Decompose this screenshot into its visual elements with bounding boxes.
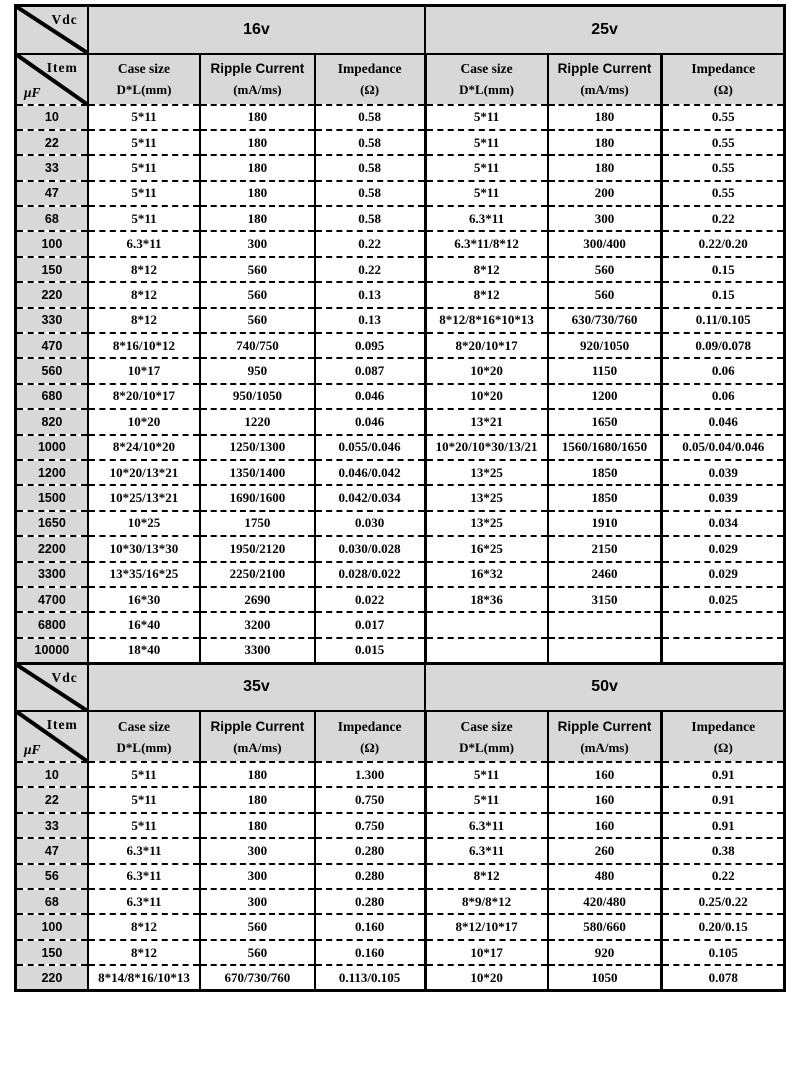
data-cell: 5*11 bbox=[425, 105, 547, 130]
data-cell: 2150 bbox=[548, 536, 662, 561]
data-cell: 740/750 bbox=[200, 333, 314, 358]
spec-table-16v-25v bbox=[14, 4, 786, 665]
table-row bbox=[16, 813, 785, 838]
data-cell: 0.030 bbox=[315, 511, 425, 536]
item-label: Item bbox=[46, 59, 78, 75]
header-case-size-right: Case size D*L(mm) bbox=[425, 54, 547, 105]
data-cell: 180 bbox=[200, 813, 314, 838]
data-cell: 300 bbox=[200, 889, 314, 914]
column-header-row bbox=[16, 54, 785, 105]
item-uf-value: 1200 bbox=[16, 460, 88, 485]
table-row bbox=[16, 130, 785, 155]
data-cell: 0.022 bbox=[315, 587, 425, 612]
data-cell: 5*11 bbox=[425, 130, 547, 155]
data-cell: 13*35/16*25 bbox=[88, 562, 200, 587]
table-row bbox=[16, 838, 785, 863]
table-row bbox=[16, 181, 785, 206]
data-cell: 18*40 bbox=[88, 638, 200, 663]
data-cell: 8*12 bbox=[88, 914, 200, 939]
data-cell: 920/1050 bbox=[548, 333, 662, 358]
data-cell: 10*20/13*21 bbox=[88, 460, 200, 485]
item-uf-value: 68 bbox=[16, 889, 88, 914]
item-uf-value: 22 bbox=[16, 787, 88, 812]
data-cell: 1220 bbox=[200, 409, 314, 434]
data-cell: 920 bbox=[548, 940, 662, 965]
item-uf-value: 3300 bbox=[16, 562, 88, 587]
data-cell: 1850 bbox=[548, 460, 662, 485]
table-body-35v-50v bbox=[16, 762, 785, 991]
microfarad-label: μF bbox=[24, 742, 41, 758]
data-cell: 260 bbox=[548, 838, 662, 863]
data-cell: 0.055/0.046 bbox=[315, 435, 425, 460]
header-case-size-right: Case size D*L(mm) bbox=[425, 711, 547, 762]
data-cell: 300 bbox=[548, 206, 662, 231]
table-row bbox=[16, 384, 785, 409]
item-uf-value: 56 bbox=[16, 864, 88, 889]
data-cell: 0.55 bbox=[662, 105, 785, 130]
data-cell: 10*17 bbox=[88, 358, 200, 383]
data-cell: 0.042/0.034 bbox=[315, 485, 425, 510]
data-cell: 0.046/0.042 bbox=[315, 460, 425, 485]
item-uf-value: 6800 bbox=[16, 612, 88, 637]
item-uf-value: 100 bbox=[16, 914, 88, 939]
item-uf-value: 820 bbox=[16, 409, 88, 434]
data-cell: 8*12/10*17 bbox=[425, 914, 547, 939]
data-cell: 1200 bbox=[548, 384, 662, 409]
data-cell: 0.078 bbox=[662, 965, 785, 990]
vdc-diagonal-cell bbox=[16, 663, 88, 711]
data-cell: 5*11 bbox=[88, 762, 200, 787]
data-cell: 480 bbox=[548, 864, 662, 889]
table-row bbox=[16, 358, 785, 383]
data-cell: 180 bbox=[200, 181, 314, 206]
table-row bbox=[16, 485, 785, 510]
header-impedance-left: Impedance (Ω) bbox=[315, 54, 425, 105]
data-cell: 1560/1680/1650 bbox=[548, 435, 662, 460]
data-cell: 180 bbox=[548, 130, 662, 155]
data-cell: 8*9/8*12 bbox=[425, 889, 547, 914]
data-cell: 950 bbox=[200, 358, 314, 383]
data-cell: 950/1050 bbox=[200, 384, 314, 409]
data-cell: 0.017 bbox=[315, 612, 425, 637]
data-cell: 5*11 bbox=[425, 155, 547, 180]
data-cell: 8*24/10*20 bbox=[88, 435, 200, 460]
data-cell: 560 bbox=[200, 914, 314, 939]
data-cell bbox=[548, 638, 662, 663]
data-cell: 13*25 bbox=[425, 460, 547, 485]
data-cell: 1950/2120 bbox=[200, 536, 314, 561]
data-cell: 18*36 bbox=[425, 587, 547, 612]
item-uf-value: 1650 bbox=[16, 511, 88, 536]
data-cell: 10*20 bbox=[425, 965, 547, 990]
header-ripple-current-left: Ripple Current (mA/ms) bbox=[200, 711, 314, 762]
data-cell: 0.20/0.15 bbox=[662, 914, 785, 939]
data-cell: 300 bbox=[200, 231, 314, 256]
table-row bbox=[16, 282, 785, 307]
voltage-group-right bbox=[425, 6, 784, 54]
data-cell: 180 bbox=[548, 155, 662, 180]
data-cell: 180 bbox=[548, 105, 662, 130]
table-row bbox=[16, 308, 785, 333]
data-cell: 1750 bbox=[200, 511, 314, 536]
data-cell: 10*20 bbox=[88, 409, 200, 434]
data-cell: 16*32 bbox=[425, 562, 547, 587]
data-cell: 560 bbox=[548, 282, 662, 307]
item-uf-value: 220 bbox=[16, 965, 88, 990]
item-uf-value: 10 bbox=[16, 105, 88, 130]
data-cell: 3150 bbox=[548, 587, 662, 612]
data-cell: 0.029 bbox=[662, 536, 785, 561]
data-cell: 8*12 bbox=[88, 940, 200, 965]
data-cell: 560 bbox=[200, 257, 314, 282]
header-case-size-left: Case size D*L(mm) bbox=[88, 711, 200, 762]
data-cell: 0.015 bbox=[315, 638, 425, 663]
table-row bbox=[16, 333, 785, 358]
header-ripple-current-right: Ripple Current (mA/ms) bbox=[548, 54, 662, 105]
data-cell: 10*17 bbox=[425, 940, 547, 965]
data-cell: 2250/2100 bbox=[200, 562, 314, 587]
data-cell: 8*12/8*16*10*13 bbox=[425, 308, 547, 333]
data-cell: 0.280 bbox=[315, 838, 425, 863]
data-cell: 3300 bbox=[200, 638, 314, 663]
voltage-header-row bbox=[16, 6, 785, 54]
item-uf-value: 47 bbox=[16, 181, 88, 206]
data-cell bbox=[662, 612, 785, 637]
data-cell: 0.046 bbox=[662, 409, 785, 434]
item-label: Item bbox=[46, 717, 78, 733]
data-cell: 6.3*11 bbox=[425, 813, 547, 838]
data-cell: 0.034 bbox=[662, 511, 785, 536]
data-cell: 1350/1400 bbox=[200, 460, 314, 485]
data-cell: 180 bbox=[200, 762, 314, 787]
data-cell: 1690/1600 bbox=[200, 485, 314, 510]
data-cell: 0.05/0.04/0.046 bbox=[662, 435, 785, 460]
item-uf-diagonal-cell bbox=[16, 711, 88, 762]
data-cell: 0.22/0.20 bbox=[662, 231, 785, 256]
table-body-16v-25v bbox=[16, 105, 785, 664]
item-uf-value: 1500 bbox=[16, 485, 88, 510]
data-cell: 6.3*11/8*12 bbox=[425, 231, 547, 256]
table-row bbox=[16, 864, 785, 889]
data-cell: 0.15 bbox=[662, 282, 785, 307]
data-cell: 8*12 bbox=[425, 864, 547, 889]
item-uf-value: 33 bbox=[16, 813, 88, 838]
item-uf-value: 100 bbox=[16, 231, 88, 256]
item-uf-value: 150 bbox=[16, 257, 88, 282]
data-cell: 0.58 bbox=[315, 206, 425, 231]
microfarad-label: μF bbox=[24, 84, 41, 100]
table-row bbox=[16, 587, 785, 612]
data-cell: 0.09/0.078 bbox=[662, 333, 785, 358]
item-uf-value: 2200 bbox=[16, 536, 88, 561]
data-cell: 0.105 bbox=[662, 940, 785, 965]
table-row bbox=[16, 105, 785, 130]
data-cell: 0.087 bbox=[315, 358, 425, 383]
table-row bbox=[16, 612, 785, 637]
data-cell: 0.095 bbox=[315, 333, 425, 358]
item-uf-value: 1000 bbox=[16, 435, 88, 460]
table-row bbox=[16, 940, 785, 965]
data-cell: 1650 bbox=[548, 409, 662, 434]
table-row bbox=[16, 762, 785, 787]
data-cell: 10*20/10*30/13/21 bbox=[425, 435, 547, 460]
data-cell: 580/660 bbox=[548, 914, 662, 939]
data-cell: 6.3*11 bbox=[425, 838, 547, 863]
data-cell: 5*11 bbox=[88, 813, 200, 838]
data-cell: 0.280 bbox=[315, 889, 425, 914]
table-row bbox=[16, 155, 785, 180]
data-cell: 0.58 bbox=[315, 181, 425, 206]
data-cell: 0.22 bbox=[662, 206, 785, 231]
header-impedance-right: Impedance (Ω) bbox=[662, 54, 785, 105]
data-cell: 1.300 bbox=[315, 762, 425, 787]
data-cell: 5*11 bbox=[88, 181, 200, 206]
data-cell: 180 bbox=[200, 130, 314, 155]
data-cell: 6.3*11 bbox=[425, 206, 547, 231]
data-cell: 8*12 bbox=[425, 282, 547, 307]
header-impedance-right: Impedance (Ω) bbox=[662, 711, 785, 762]
voltage-header-row bbox=[16, 663, 785, 711]
data-cell: 6.3*11 bbox=[88, 838, 200, 863]
data-cell: 0.06 bbox=[662, 384, 785, 409]
data-cell: 0.113/0.105 bbox=[315, 965, 425, 990]
data-cell: 16*30 bbox=[88, 587, 200, 612]
vdc-label: Vdc bbox=[51, 669, 78, 685]
data-cell: 5*11 bbox=[425, 787, 547, 812]
data-cell: 0.029 bbox=[662, 562, 785, 587]
data-cell: 160 bbox=[548, 787, 662, 812]
data-cell: 6.3*11 bbox=[88, 864, 200, 889]
data-cell: 13*25 bbox=[425, 485, 547, 510]
data-cell: 8*14/8*16/10*13 bbox=[88, 965, 200, 990]
data-cell: 0.91 bbox=[662, 787, 785, 812]
table-row bbox=[16, 460, 785, 485]
item-uf-value: 33 bbox=[16, 155, 88, 180]
data-cell: 10*20 bbox=[425, 358, 547, 383]
vdc-diagonal-cell bbox=[16, 6, 88, 54]
data-cell: 10*30/13*30 bbox=[88, 536, 200, 561]
data-cell: 5*11 bbox=[88, 105, 200, 130]
data-cell: 560 bbox=[200, 308, 314, 333]
data-cell: 0.55 bbox=[662, 181, 785, 206]
data-cell: 8*12 bbox=[88, 308, 200, 333]
data-cell: 0.91 bbox=[662, 813, 785, 838]
data-cell: 2460 bbox=[548, 562, 662, 587]
voltage-group-left bbox=[88, 663, 425, 711]
data-cell: 0.22 bbox=[315, 231, 425, 256]
data-cell: 0.280 bbox=[315, 864, 425, 889]
data-cell: 0.55 bbox=[662, 130, 785, 155]
data-cell: 8*12 bbox=[425, 257, 547, 282]
data-cell: 420/480 bbox=[548, 889, 662, 914]
table-row bbox=[16, 889, 785, 914]
data-cell: 0.750 bbox=[315, 787, 425, 812]
data-cell: 0.039 bbox=[662, 485, 785, 510]
table-row bbox=[16, 435, 785, 460]
data-cell: 5*11 bbox=[88, 206, 200, 231]
data-cell: 0.38 bbox=[662, 838, 785, 863]
item-uf-value: 330 bbox=[16, 308, 88, 333]
item-uf-value: 68 bbox=[16, 206, 88, 231]
data-cell: 1150 bbox=[548, 358, 662, 383]
item-uf-value: 10000 bbox=[16, 638, 88, 663]
data-cell: 0.25/0.22 bbox=[662, 889, 785, 914]
vdc-label: Vdc bbox=[51, 12, 78, 27]
data-cell bbox=[548, 612, 662, 637]
data-cell: 160 bbox=[548, 762, 662, 787]
data-cell: 13*21 bbox=[425, 409, 547, 434]
data-cell: 560 bbox=[200, 282, 314, 307]
data-cell: 2690 bbox=[200, 587, 314, 612]
data-cell: 0.028/0.022 bbox=[315, 562, 425, 587]
item-uf-value: 680 bbox=[16, 384, 88, 409]
data-cell: 0.039 bbox=[662, 460, 785, 485]
table-row bbox=[16, 914, 785, 939]
voltage-group-left bbox=[88, 6, 425, 54]
data-cell bbox=[425, 638, 547, 663]
item-uf-value: 150 bbox=[16, 940, 88, 965]
table-row bbox=[16, 638, 785, 663]
item-uf-value: 47 bbox=[16, 838, 88, 863]
header-impedance-left: Impedance (Ω) bbox=[315, 711, 425, 762]
header-case-size-left: Case size D*L(mm) bbox=[88, 54, 200, 105]
data-cell: 180 bbox=[200, 787, 314, 812]
data-cell: 0.160 bbox=[315, 940, 425, 965]
data-cell: 1910 bbox=[548, 511, 662, 536]
data-cell: 160 bbox=[548, 813, 662, 838]
data-cell: 10*20 bbox=[425, 384, 547, 409]
data-cell: 0.13 bbox=[315, 282, 425, 307]
data-cell: 0.22 bbox=[315, 257, 425, 282]
data-cell: 0.750 bbox=[315, 813, 425, 838]
data-cell: 300 bbox=[200, 864, 314, 889]
table-row bbox=[16, 231, 785, 256]
item-uf-value: 10 bbox=[16, 762, 88, 787]
data-cell: 180 bbox=[200, 105, 314, 130]
data-cell bbox=[662, 638, 785, 663]
data-cell: 0.58 bbox=[315, 155, 425, 180]
item-uf-value: 220 bbox=[16, 282, 88, 307]
data-cell: 0.11/0.105 bbox=[662, 308, 785, 333]
item-uf-value: 4700 bbox=[16, 587, 88, 612]
data-cell: 5*11 bbox=[88, 155, 200, 180]
header-ripple-current-left: Ripple Current (mA/ms) bbox=[200, 54, 314, 105]
data-cell: 8*20/10*17 bbox=[425, 333, 547, 358]
item-uf-value: 22 bbox=[16, 130, 88, 155]
table-row bbox=[16, 511, 785, 536]
data-cell: 0.160 bbox=[315, 914, 425, 939]
data-cell: 13*25 bbox=[425, 511, 547, 536]
data-cell: 180 bbox=[200, 155, 314, 180]
data-cell: 670/730/760 bbox=[200, 965, 314, 990]
data-cell: 0.06 bbox=[662, 358, 785, 383]
voltage-group-right bbox=[425, 663, 784, 711]
table-row bbox=[16, 409, 785, 434]
data-cell: 560 bbox=[548, 257, 662, 282]
data-cell: 300/400 bbox=[548, 231, 662, 256]
item-uf-value: 470 bbox=[16, 333, 88, 358]
data-cell: 10*25/13*21 bbox=[88, 485, 200, 510]
table-row bbox=[16, 562, 785, 587]
voltage-label: 50v bbox=[591, 678, 618, 696]
column-header-row bbox=[16, 711, 785, 762]
data-cell: 16*25 bbox=[425, 536, 547, 561]
table-row bbox=[16, 257, 785, 282]
header-ripple-current-right: Ripple Current (mA/ms) bbox=[548, 711, 662, 762]
data-cell: 0.046 bbox=[315, 409, 425, 434]
data-cell: 8*12 bbox=[88, 282, 200, 307]
data-cell: 560 bbox=[200, 940, 314, 965]
spec-sheet bbox=[0, 4, 800, 1078]
data-cell: 6.3*11 bbox=[88, 231, 200, 256]
data-cell: 630/730/760 bbox=[548, 308, 662, 333]
data-cell: 1250/1300 bbox=[200, 435, 314, 460]
data-cell: 6.3*11 bbox=[88, 889, 200, 914]
table-row bbox=[16, 965, 785, 990]
data-cell: 180 bbox=[200, 206, 314, 231]
voltage-label: 35v bbox=[243, 678, 270, 696]
data-cell: 5*11 bbox=[88, 787, 200, 812]
data-cell: 5*11 bbox=[425, 762, 547, 787]
data-cell: 0.13 bbox=[315, 308, 425, 333]
spec-table-35v-50v bbox=[14, 662, 786, 993]
data-cell: 10*25 bbox=[88, 511, 200, 536]
table-row bbox=[16, 536, 785, 561]
item-uf-value: 560 bbox=[16, 358, 88, 383]
data-cell: 8*20/10*17 bbox=[88, 384, 200, 409]
data-cell: 0.15 bbox=[662, 257, 785, 282]
data-cell: 0.58 bbox=[315, 130, 425, 155]
data-cell: 8*12 bbox=[88, 257, 200, 282]
voltage-label: 25v bbox=[591, 20, 618, 38]
data-cell: 5*11 bbox=[88, 130, 200, 155]
data-cell: 0.025 bbox=[662, 587, 785, 612]
table-row bbox=[16, 787, 785, 812]
data-cell: 300 bbox=[200, 838, 314, 863]
data-cell: 0.030/0.028 bbox=[315, 536, 425, 561]
item-uf-diagonal-cell bbox=[16, 54, 88, 105]
data-cell: 200 bbox=[548, 181, 662, 206]
data-cell: 16*40 bbox=[88, 612, 200, 637]
data-cell: 8*16/10*12 bbox=[88, 333, 200, 358]
data-cell bbox=[425, 612, 547, 637]
data-cell: 3200 bbox=[200, 612, 314, 637]
data-cell: 0.58 bbox=[315, 105, 425, 130]
data-cell: 0.91 bbox=[662, 762, 785, 787]
data-cell: 0.046 bbox=[315, 384, 425, 409]
data-cell: 0.22 bbox=[662, 864, 785, 889]
table-row bbox=[16, 206, 785, 231]
data-cell: 1050 bbox=[548, 965, 662, 990]
data-cell: 1850 bbox=[548, 485, 662, 510]
voltage-label: 16v bbox=[243, 20, 270, 38]
data-cell: 5*11 bbox=[425, 181, 547, 206]
data-cell: 0.55 bbox=[662, 155, 785, 180]
